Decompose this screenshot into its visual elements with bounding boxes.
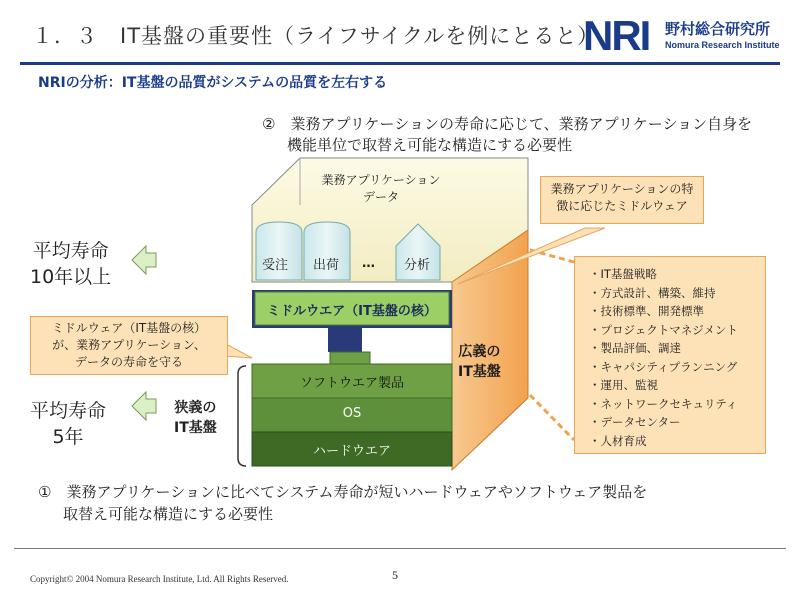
software-label: ソフトウエア製品 [299, 376, 404, 391]
list-item: ・ 運用、監視 [589, 376, 765, 395]
narrow-it-bracket [238, 366, 246, 466]
callout-life-line-1: ミドルウェア（IT基盤の核） [51, 321, 207, 335]
note-1-line-1: ① 業務アプリケーションに比べてシステム寿命が短いハードウェアやソフトウェア製品を [38, 483, 648, 501]
copyright: Copyright© 2004 Nomura Research Institute, Ltd. All Rights Reserved. [30, 574, 289, 584]
list-item: ・ ネットワークセキュリティ [589, 395, 765, 414]
narrow-it-line-1: 狭義の [174, 400, 217, 416]
page-number: 5 [392, 568, 398, 582]
app-shipping: 出荷 [313, 258, 340, 273]
subtitle: NRIの分析：IT基盤の品質がシステムの品質を左右する [38, 75, 388, 91]
list-item: ・ 人材育成 [589, 432, 765, 451]
logo-mark: NRI [583, 12, 650, 59]
broad-it-line-1: 広義の [458, 344, 501, 360]
os-label: OS [342, 406, 362, 421]
broad-it-line-2: IT基盤 [458, 364, 501, 380]
lifespan-short-line-1: 平均寿命 [30, 400, 107, 422]
data-label-line-1: 業務アプリケーション [321, 173, 441, 187]
lifespan-long-line-1: 平均寿命 [32, 240, 109, 262]
logo-company-en: Nomura Research Institute [665, 40, 780, 50]
lifespan-short-line-2: 5年 [52, 426, 84, 448]
app-analysis: 分析 [404, 258, 431, 273]
list-item: ・ 方式設計、構築、維持 [589, 284, 765, 303]
callout-middleware-role [540, 176, 704, 224]
callout-role-line-2: 徴に応じたミドルウェア [556, 199, 688, 213]
callout-life-line-2: が、業務アプリケーション、 [52, 338, 206, 352]
list-item: ・ キャパシティプランニング [589, 358, 765, 377]
note-2-line-1: ② 業務アプリケーションの寿命に応じて、業務アプリケーション自身を [262, 115, 753, 133]
lifespan-short [30, 398, 106, 450]
note-1-line-2: 取替え可能な構造にする必要性 [63, 505, 274, 523]
arrow-left-icon [132, 246, 156, 274]
list-item: ・ プロジェクトマネジメント [589, 321, 765, 340]
list-item: ・ 技術標準、開発標準 [589, 302, 765, 321]
broad-it-label [458, 342, 501, 382]
app-ellipsis: … [362, 256, 375, 271]
footer-rule [14, 548, 786, 549]
note-2-line-2: 機能単位で取替え可能な構造にする必要性 [287, 136, 573, 154]
list-item: ・ IT基盤戦略 [589, 265, 765, 284]
narrow-it-label [174, 398, 217, 438]
callout-life-line-3: データの寿命を守る [74, 355, 183, 369]
logo-company-jp: 野村総合研究所 [665, 20, 771, 38]
app-order: 受注 [262, 258, 289, 273]
callout-middleware-life [30, 316, 228, 375]
narrow-it-line-2: IT基盤 [174, 420, 217, 436]
hardware-label: ハードウエア [312, 444, 391, 459]
note-1 [38, 481, 647, 525]
list-item: ・ 製品評価、調達 [589, 339, 765, 358]
data-label [306, 172, 456, 206]
lifespan-long [30, 238, 111, 290]
middleware-label: ミドルウエア（IT基盤の核） [267, 304, 437, 319]
page-title: １．３ IT基盤の重要性（ライフサイクルを例にとると） [32, 24, 600, 48]
list-item: ・ データセンター [589, 413, 765, 432]
lifespan-long-line-2: 10年以上 [30, 266, 112, 288]
broad-it-list [574, 256, 766, 454]
arrow-left-icon [132, 392, 156, 420]
data-label-line-2: データ [362, 190, 399, 204]
callout-role-line-1: 業務アプリケーションの特 [550, 182, 694, 196]
